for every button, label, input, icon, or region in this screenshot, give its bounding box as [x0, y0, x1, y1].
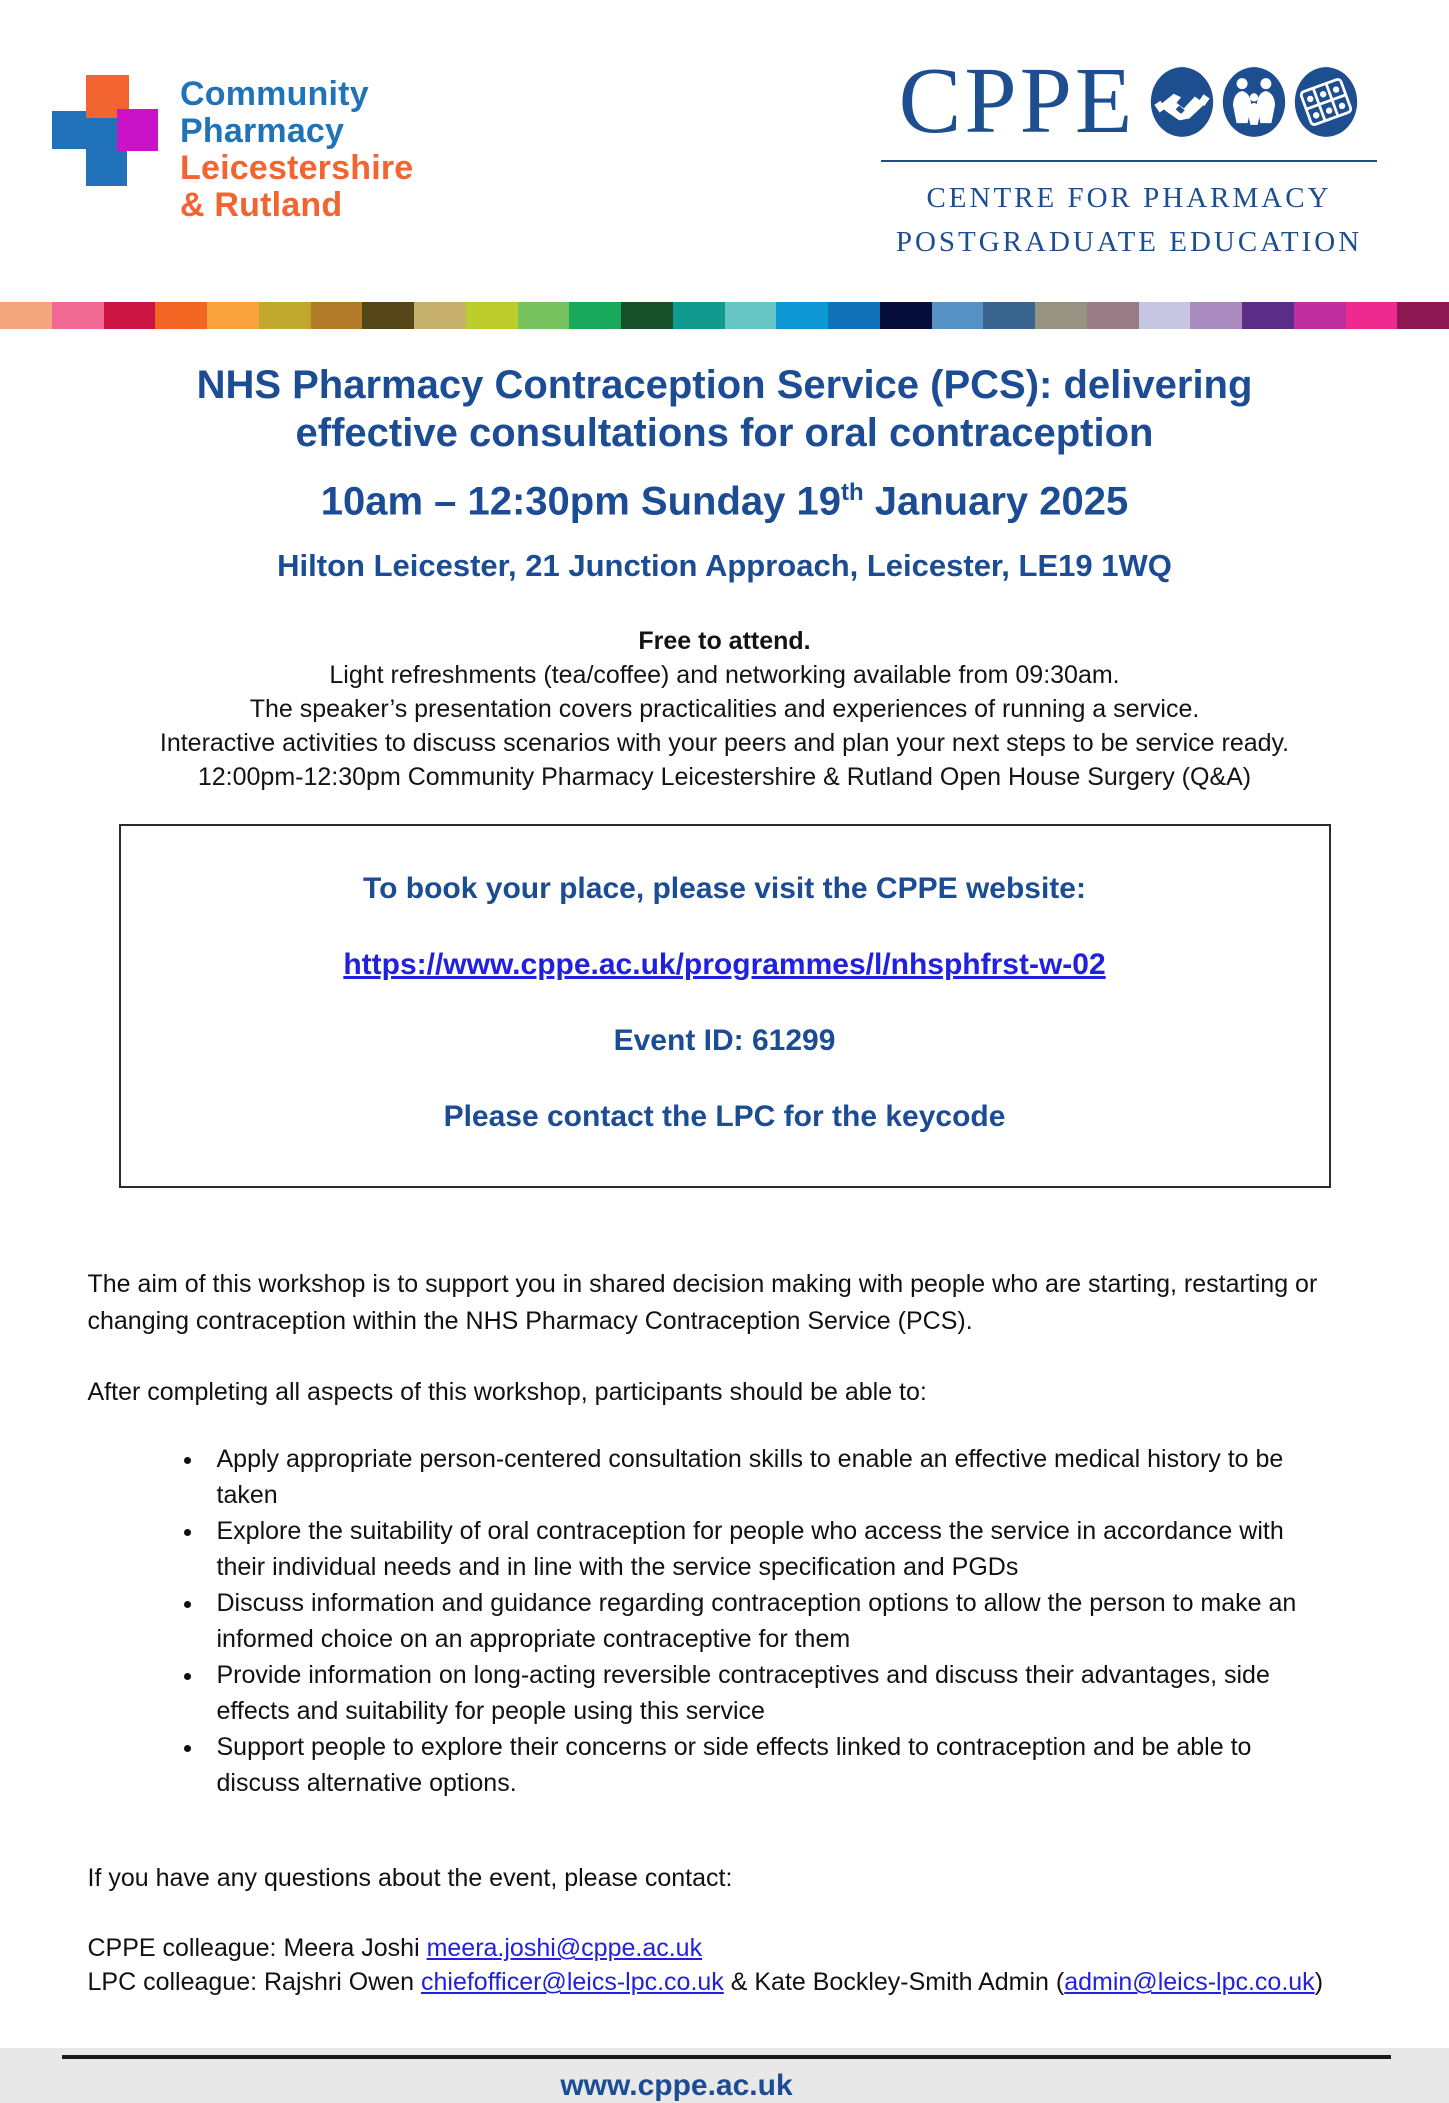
cross-magenta-square [117, 109, 158, 151]
stripe-segment [776, 302, 828, 329]
date-prefix: 10am – 12:30pm Sunday 19 [320, 479, 841, 524]
pills-icon [1293, 64, 1359, 140]
stripe-segment [52, 302, 104, 329]
stripe-segment [259, 302, 311, 329]
stripe-segment [673, 302, 725, 329]
objective-item: • Provide information on long-acting reversible contraceptives and discuss their advantages, side effects and suitability for people using this service [205, 1657, 1320, 1729]
logo-line-leicestershire: Leicestershire [180, 149, 414, 187]
stripe-segment [518, 302, 570, 329]
pharmacy-cross-icon [52, 76, 160, 188]
handshake-icon [1149, 64, 1215, 140]
event-intro [60, 624, 1390, 794]
stripe-segment [311, 302, 363, 329]
lpc-contact-name: LPC colleague: Rajshri Owen [87, 1968, 421, 1997]
cppe-logo-divider [881, 160, 1377, 162]
community-pharmacy-lr-logo [52, 76, 413, 224]
lpc-chiefofficer-email-link[interactable]: chiefofficer@leics-lpc.co.uk [421, 1968, 724, 1997]
title-line-2: effective consultations for oral contraception [295, 411, 1154, 455]
stripe-segment [466, 302, 518, 329]
logo-line-community: Community [180, 75, 369, 113]
intro-open-house: 12:00pm-12:30pm Community Pharmacy Leicestershire & Rutland Open House Surgery (Q&A) [197, 763, 1252, 792]
stripe-segment [1242, 302, 1294, 329]
objective-item: • Apply appropriate person-centered consultation skills to enable an effective medical history to be taken [205, 1441, 1320, 1513]
learning-objectives-list [60, 1441, 1390, 1801]
event-datetime [60, 479, 1390, 524]
intro-refreshments: Light refreshments (tea/coffee) and networking available from 09:30am. [329, 661, 1120, 690]
cppe-contact-email-link[interactable]: meera.joshi@cppe.ac.uk [426, 1934, 703, 1963]
header [0, 0, 1449, 264]
stripe-segment [1035, 302, 1087, 329]
footer-divider [62, 2055, 1391, 2059]
title-line-1: NHS Pharmacy Contraception Service (PCS): delivering [196, 363, 1253, 407]
page-title [60, 361, 1390, 457]
stripe-segment [621, 302, 673, 329]
lpc-contact-middle: & Kate Bockley-Smith Admin ( [723, 1968, 1065, 1997]
cppe-logo [873, 49, 1385, 264]
cppe-caption-line2: POSTGRADUATE EDUCATION [895, 226, 1363, 258]
family-icon [1221, 64, 1287, 140]
stripe-segment [725, 302, 777, 329]
cppe-wordmark: CPPE [898, 49, 1136, 153]
event-id: Event ID: 61299 [613, 1024, 836, 1058]
stripe-segment [362, 302, 414, 329]
stripe-segment [1139, 302, 1191, 329]
objective-item: • Discuss information and guidance regarding contraception options to allow the person to make an informed choice on an appropriate contraceptive for them [205, 1585, 1320, 1657]
date-ordinal: th [840, 479, 864, 506]
date-suffix: January 2025 [863, 479, 1129, 524]
objective-item: • Explore the suitability of oral contraception for people who access the service in accordance with their individual needs and in line with the service specification and PGDs [205, 1513, 1320, 1585]
keycode-note: Please contact the LPC for the keycode [443, 1100, 1006, 1134]
cppe-caption-line1: CENTRE FOR PHARMACY [926, 182, 1332, 214]
stripe-segment [1397, 302, 1449, 329]
flyer-content [60, 361, 1390, 1999]
booking-heading: To book your place, please visit the CPPE website: [363, 872, 1086, 906]
stripe-segment [1294, 302, 1346, 329]
event-venue: Hilton Leicester, 21 Junction Approach, Leicester, LE19 1WQ [277, 548, 1172, 584]
cppe-logo-top-row [873, 49, 1385, 153]
logo-line-pharmacy: Pharmacy [180, 112, 345, 150]
stripe-segment [207, 302, 259, 329]
stripe-segment [828, 302, 880, 329]
cppe-contact-name: CPPE colleague: Meera Joshi [87, 1934, 427, 1963]
objectives-intro: After completing all aspects of this workshop, participants should be able to: [87, 1378, 927, 1407]
stripe-segment [155, 302, 207, 329]
footer [0, 2055, 1449, 2103]
cppe-icon-row [1149, 64, 1359, 140]
stripe-segment [0, 302, 52, 329]
contact-lpc-line [60, 1965, 1390, 1999]
community-pharmacy-logo-text [180, 76, 413, 224]
intro-speaker: The speaker’s presentation covers practicalities and experiences of running a service. [249, 695, 1200, 724]
logo-line-rutland: & Rutland [180, 186, 343, 224]
intro-activities: Interactive activities to discuss scenarios with your peers and plan your next steps to be service ready. [159, 729, 1290, 758]
lpc-contact-suffix: ) [1314, 1968, 1324, 1997]
contact-cppe-line [60, 1931, 1390, 1965]
stripe-segment [569, 302, 621, 329]
contact-intro: If you have any questions about the event, please contact: [87, 1864, 733, 1893]
lpc-admin-email-link[interactable]: admin@leics-lpc.co.uk [1064, 1968, 1315, 1997]
free-to-attend: Free to attend. [638, 627, 811, 656]
stripe-segment [1087, 302, 1139, 329]
objective-item: • Support people to explore their concerns or side effects linked to contraception and be able to discuss alternative options. [205, 1729, 1320, 1801]
stripe-segment [104, 302, 156, 329]
stripe-segment [1346, 302, 1398, 329]
color-stripe [0, 302, 1449, 329]
stripe-segment [880, 302, 932, 329]
stripe-segment [414, 302, 466, 329]
booking-url-link[interactable]: https://www.cppe.ac.uk/programmes/l/nhsphfrst-w-02 [343, 948, 1106, 982]
stripe-segment [1190, 302, 1242, 329]
workshop-aim: The aim of this workshop is to support you in shared decision making with people who are starting, restarting or changing contraception within the NHS Pharmacy Contraception Service (PCS). [87, 1270, 1318, 1336]
stripe-segment [932, 302, 984, 329]
booking-box [119, 824, 1331, 1188]
stripe-segment [983, 302, 1035, 329]
footer-website: www.cppe.ac.uk [560, 2069, 793, 2103]
